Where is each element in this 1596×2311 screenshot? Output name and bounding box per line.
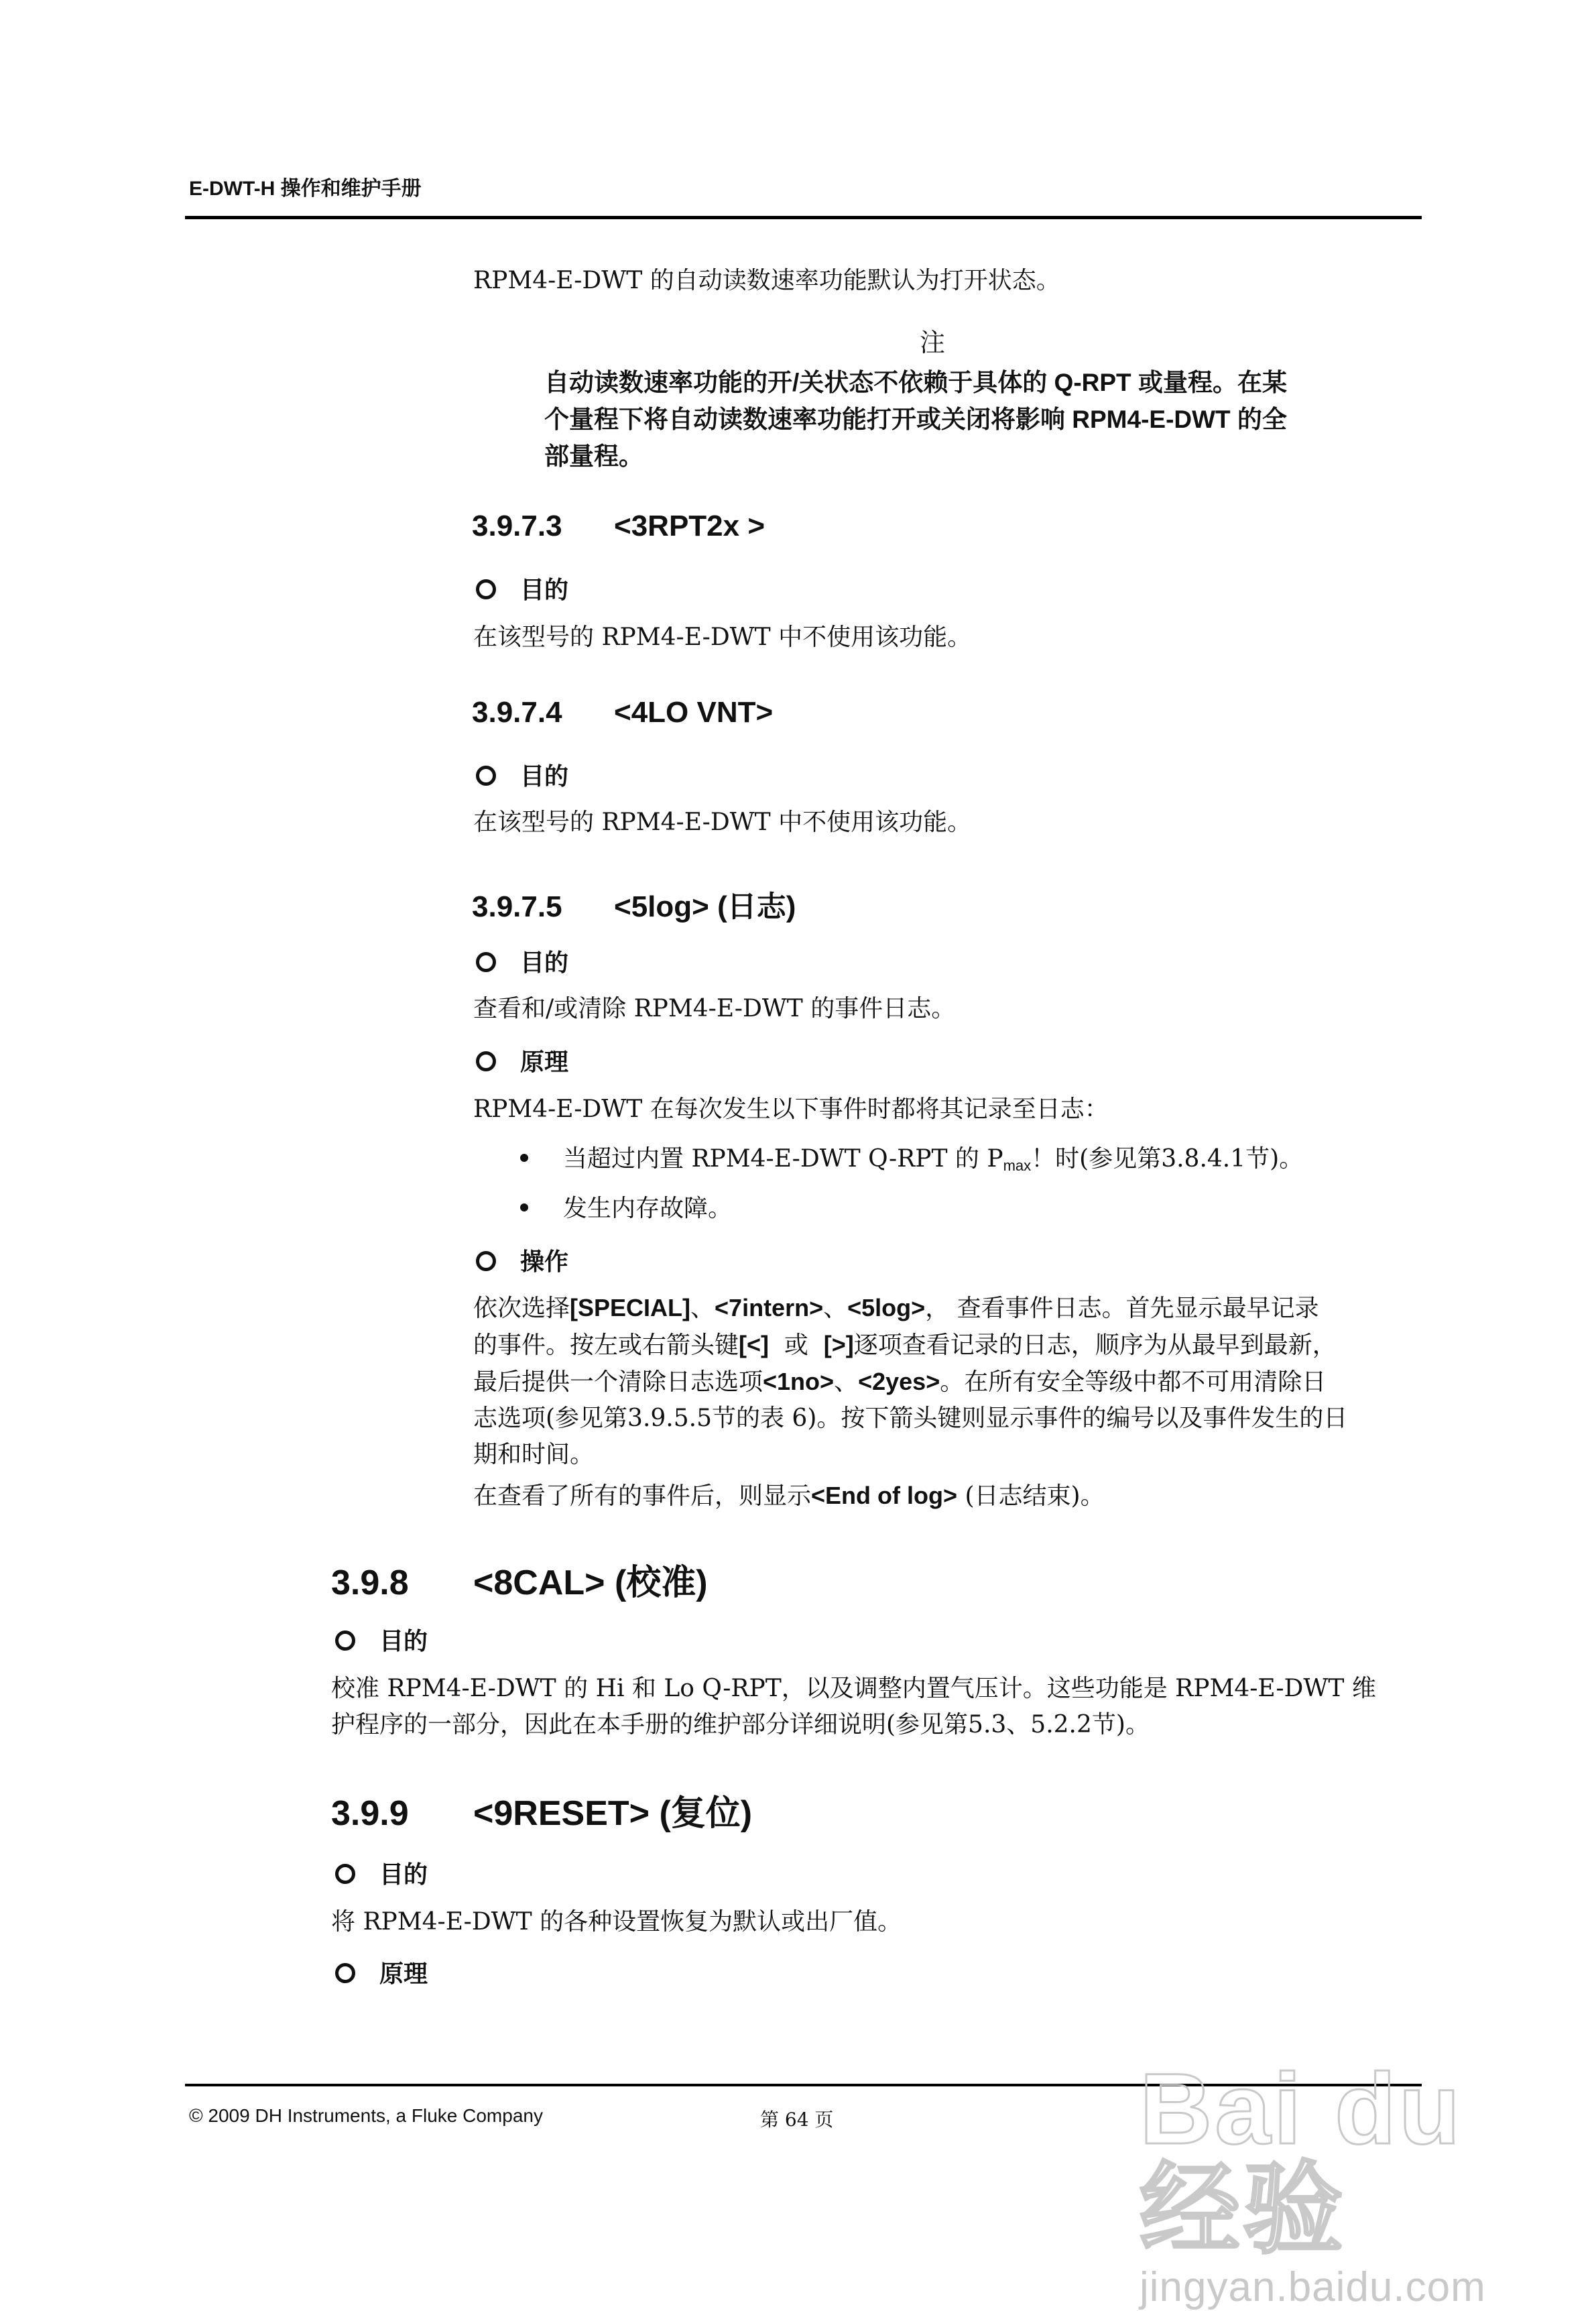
text-398-line-2: 护程序的一部分，因此在本手册的维护部分详细说明(参见第5.3、5.2.2节)。 [331, 1711, 1150, 1738]
purpose-398 [335, 1622, 428, 1657]
heading-3975 [472, 882, 796, 925]
note-line-2: 个量程下将自动读数速率功能打开或关闭将影响 RPM4-E-DWT 的全 [544, 406, 1287, 433]
note-block [544, 364, 1287, 475]
heading-399-title: <9RESET> (复位) [473, 1794, 753, 1833]
header-title: E-DWT-H 操作和维护手册 [189, 178, 422, 200]
purpose-label: 目的 [520, 949, 569, 977]
circle-bullet-icon [476, 579, 496, 599]
end-of-log-text: 在查看了所有的事件后，则显示<End of log> (日志结束)。 [473, 1482, 1105, 1510]
heading-3975-title: <5log> (日志) [614, 890, 796, 923]
text-3973: 在该型号的 RPM4-E-DWT 中不使用该功能。 [473, 624, 972, 651]
note-line-1: 自动读数速率功能的开/关状态不依赖于具体的 Q-RPT 或量程。在某 [544, 369, 1287, 396]
principle-label: 原理 [379, 1960, 428, 1988]
text-398 [331, 1671, 1430, 1743]
op-line-2: 的事件。按左或右箭头键[<] 或 [>]逐项查看记录的日志，顺序为从最早到最新， [473, 1331, 1337, 1359]
purpose-3973 [476, 571, 568, 605]
dot-bullet-icon [520, 1203, 528, 1211]
footer-page-number: 第 64 页 [760, 2109, 834, 2131]
heading-3973 [472, 510, 765, 543]
purpose-label: 目的 [520, 576, 569, 604]
text-399: 将 RPM4-E-DWT 的各种设置恢复为默认或出厂值。 [331, 1908, 902, 1936]
principle-399 [335, 1955, 428, 1989]
op-line-5: 期和时间。 [473, 1441, 595, 1468]
purpose-label: 目的 [379, 1860, 428, 1889]
principle-3975 [476, 1043, 568, 1077]
purpose-label: 目的 [520, 762, 569, 790]
note-line-3: 部量程。 [544, 442, 643, 470]
heading-399 [331, 1785, 752, 1835]
heading-3975-num: 3.9.7.5 [472, 890, 562, 923]
circle-bullet-icon [476, 952, 496, 972]
bullet-1-text: 当超过内置 RPM4-E-DWT Q-RPT 的 P [563, 1145, 1003, 1173]
purpose-3974 [476, 758, 568, 792]
operation-label: 操作 [520, 1248, 569, 1276]
op-line-1: 依次选择[SPECIAL]、<7intern>、<5log>， 查看事件日志。首先显示最早记录 [473, 1294, 1319, 1322]
heading-3974 [472, 696, 773, 729]
heading-399-num: 3.9.9 [331, 1794, 409, 1833]
text-3974: 在该型号的 RPM4-E-DWT 中不使用该功能。 [473, 809, 972, 836]
heading-398 [331, 1554, 708, 1604]
text-398-line-1: 校准 RPM4-E-DWT 的 Hi 和 Lo Q-RPT，以及调整内置气压计。这些功能是 RPM4-E-DWT 维 [331, 1675, 1376, 1702]
purpose-label: 目的 [379, 1627, 428, 1655]
heading-3974-num: 3.9.7.4 [472, 696, 562, 729]
op-line-4: 志选项(参见第3.9.5.5节的表 6)。按下箭头键则显示事件的编号以及事件发生的日 [473, 1405, 1348, 1432]
bullet-item-1 [520, 1141, 1303, 1184]
heading-3974-title: <4LO VNT> [614, 696, 774, 729]
dot-bullet-icon [520, 1154, 528, 1162]
operation-3975 [476, 1243, 568, 1277]
text-3975-principle: RPM4-E-DWT 在每次发生以下事件时都将其记录至日志： [473, 1095, 1109, 1123]
bullet-1-suffix: ！时(参见第3.8.4.1节)。 [1031, 1145, 1304, 1173]
op-line-3: 最后提供一个清除日志选项<1no>、<2yes>。在所有安全等级中都不可用清除日 [473, 1368, 1327, 1396]
circle-bullet-icon [476, 1051, 496, 1071]
circle-bullet-icon [476, 766, 496, 786]
footer-copyright: © 2009 DH Instruments, a Fluke Company [189, 2105, 543, 2126]
pmax-subscript: max [1003, 1157, 1032, 1174]
heading-398-num: 3.9.8 [331, 1563, 409, 1602]
watermark-brand: Bai du 经验 [1140, 2052, 1463, 2265]
text-3975-purpose: 查看和/或清除 RPM4-E-DWT 的事件日志。 [473, 995, 956, 1022]
heading-3973-title: <3RPT2x > [614, 510, 765, 542]
baidu-watermark [1140, 2052, 1596, 2311]
note-label: 注 [920, 328, 946, 357]
heading-398-title: <8CAL> (校准) [473, 1563, 708, 1602]
heading-3973-num: 3.9.7.3 [472, 510, 562, 542]
intro-text: RPM4-E-DWT 的自动读数速率功能默认为打开状态。 [473, 267, 1060, 294]
principle-label: 原理 [520, 1048, 569, 1076]
watermark-url: jingyan.baidu.com [1140, 2264, 1486, 2310]
circle-bullet-icon [476, 1251, 496, 1271]
bullet-item-2 [520, 1191, 732, 1227]
purpose-399 [335, 1856, 428, 1890]
purpose-3975 [476, 944, 568, 978]
header-rule [185, 216, 1422, 219]
circle-bullet-icon [335, 1864, 355, 1884]
circle-bullet-icon [335, 1963, 355, 1983]
circle-bullet-icon [335, 1631, 355, 1651]
bullet-2-text: 发生内存故障。 [563, 1195, 733, 1222]
operation-paragraph [473, 1290, 1425, 1473]
